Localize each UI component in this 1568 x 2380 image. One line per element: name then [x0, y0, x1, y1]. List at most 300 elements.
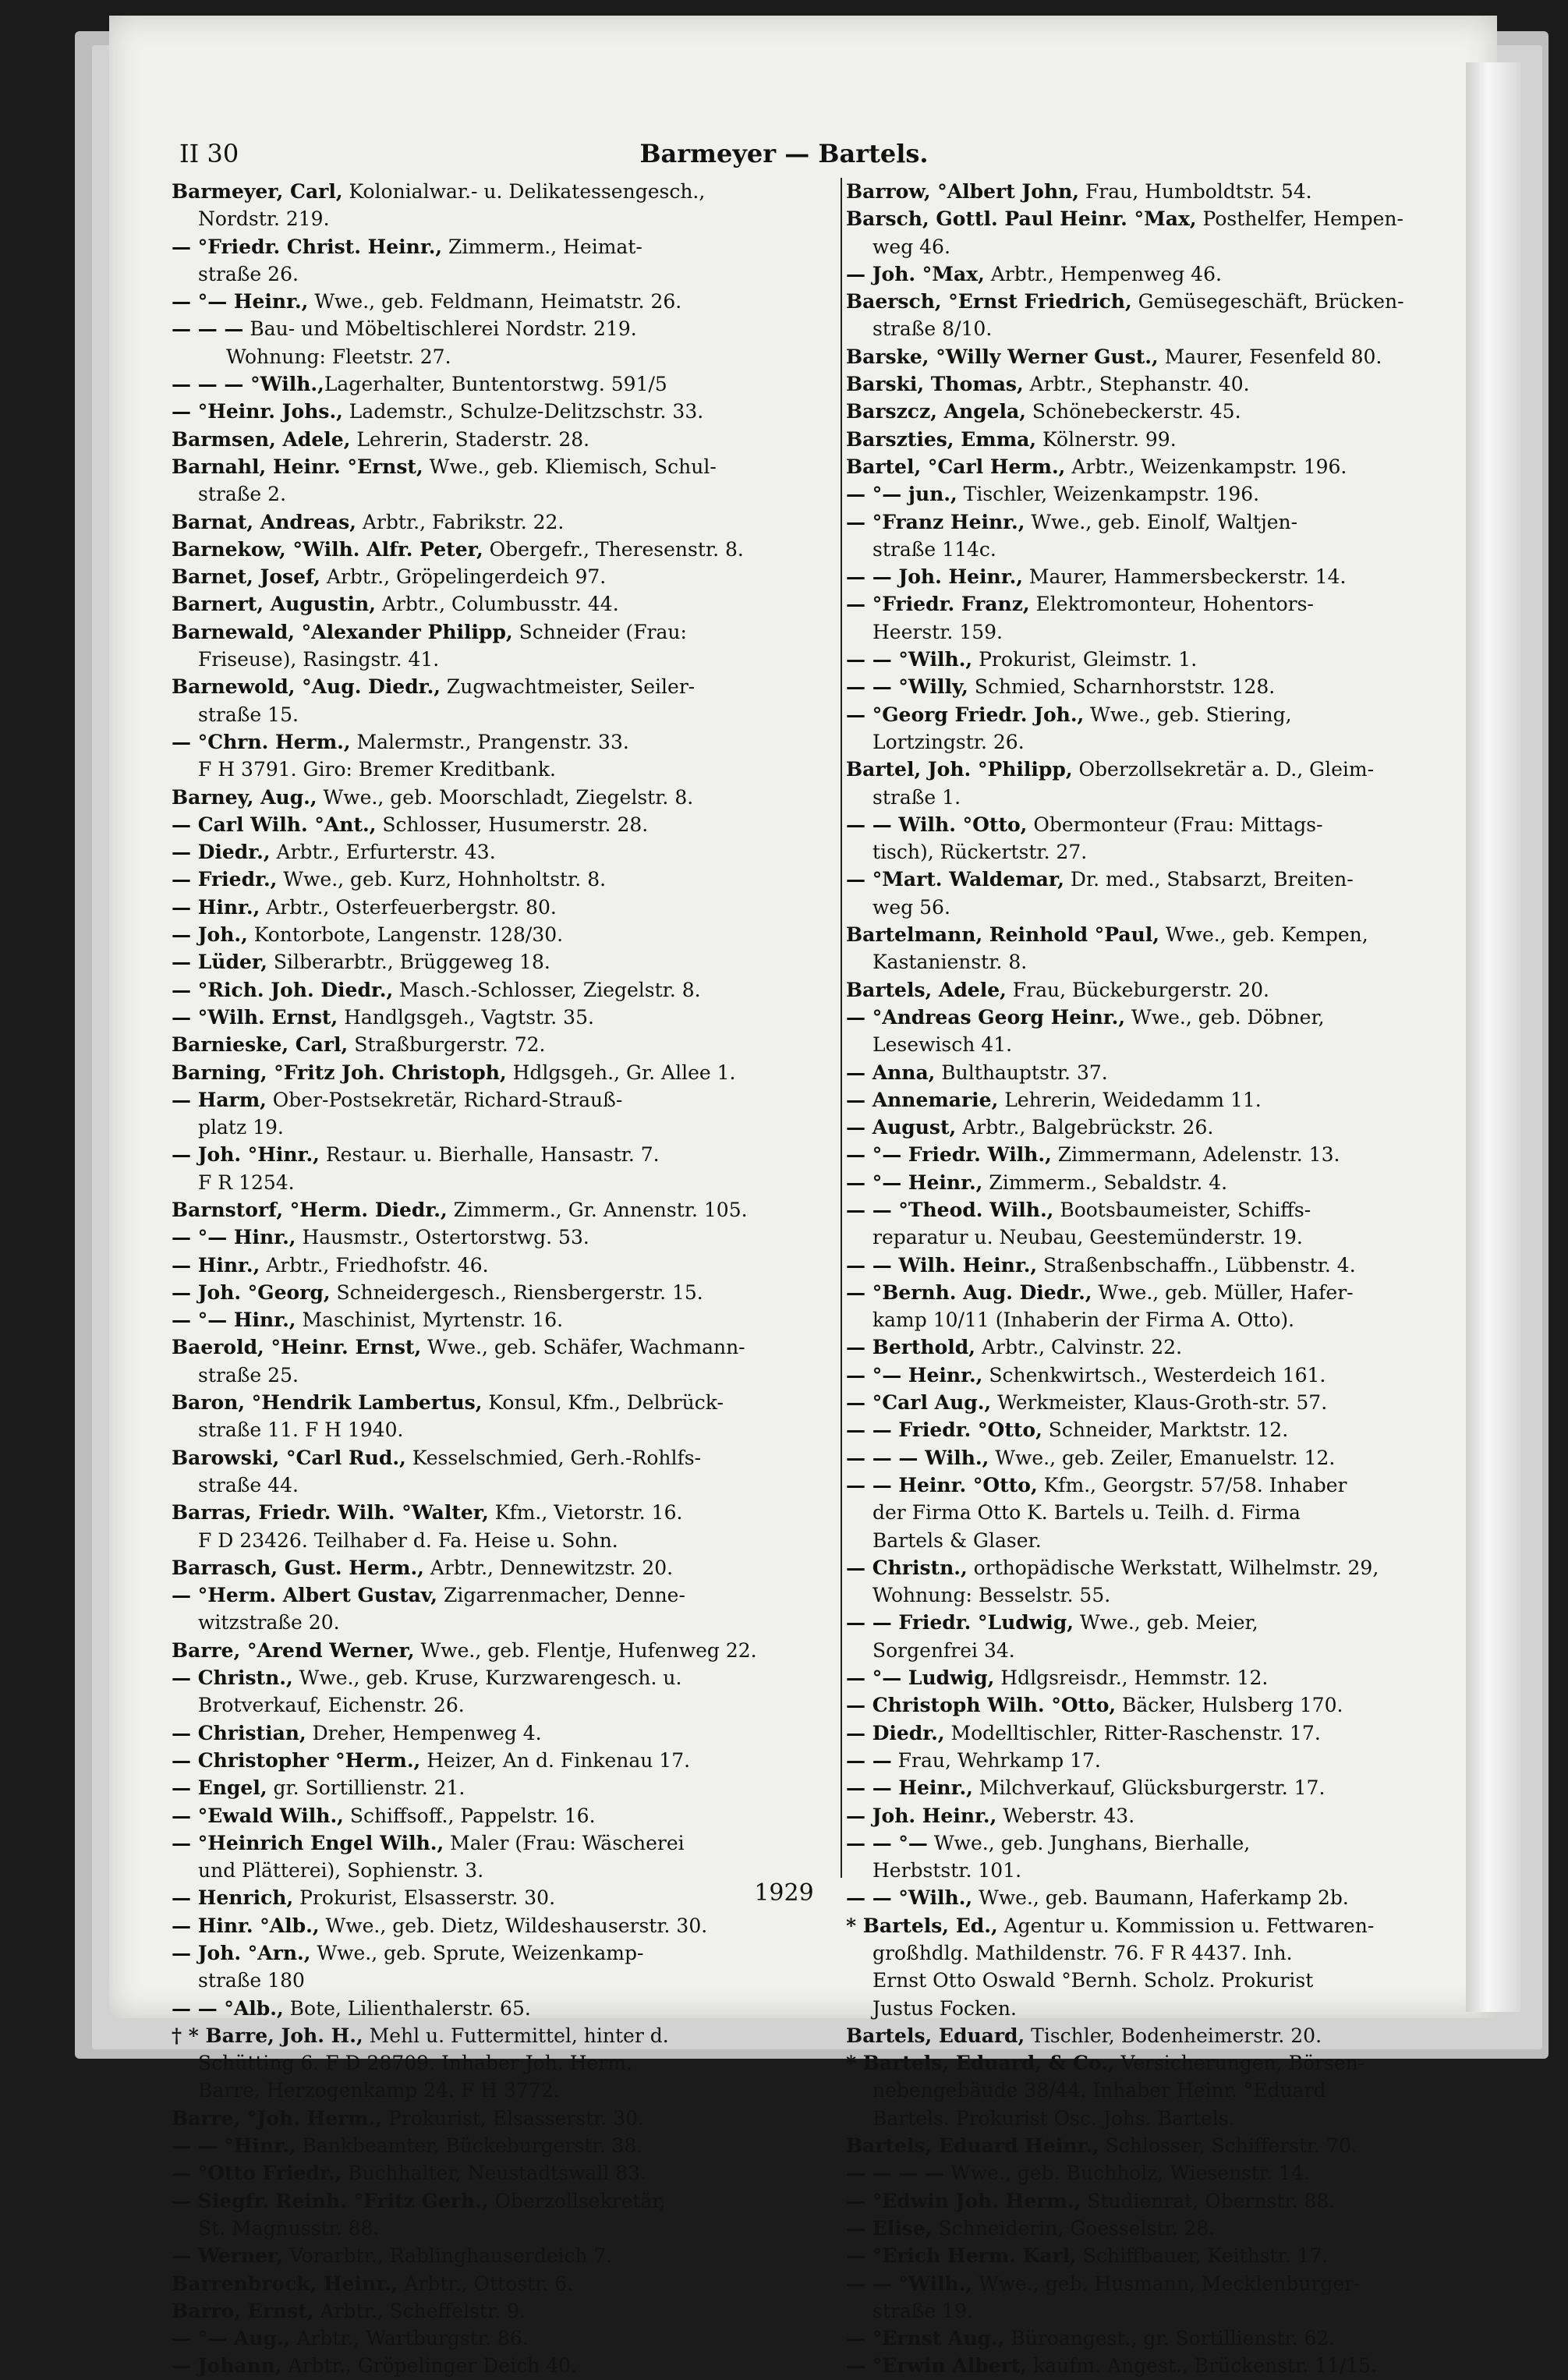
- entry-text: Schiffbauer, Keithstr. 17.: [1076, 2244, 1329, 2268]
- entry-name: — — °Hinr.,: [172, 2134, 296, 2158]
- entry-text: Wwe., geb. Buchholz, Wiesenstr. 14.: [944, 2162, 1310, 2185]
- entry-text: Kesselschmied, Gerh.-Rohlfs-: [405, 1446, 702, 1469]
- entry-text: Prokurist, Gleimstr. 1.: [972, 648, 1198, 671]
- entry-text: straße 11. F H 1940.: [198, 1418, 404, 1442]
- page-year: 1929: [754, 1879, 814, 1907]
- entry-text: Hdlgsreisdr., Hemmstr. 12.: [994, 1666, 1269, 1690]
- entry-text: Kfm., Vietorstr. 16.: [488, 1501, 683, 1525]
- entry-name: — Joh. °Max,: [846, 262, 985, 285]
- directory-entry-line: [846, 1252, 1407, 1279]
- entry-name: — Joh.,: [172, 923, 248, 947]
- right-column: [846, 178, 1407, 2380]
- directory-entry-line: [846, 563, 1407, 590]
- entry-name: — Engel,: [172, 1776, 267, 1800]
- entry-text: straße 25.: [198, 1363, 299, 1387]
- entry-name: † * Barre, Joh. H.,: [172, 2024, 363, 2047]
- entry-text: Zimmerm., Sebaldstr. 4.: [982, 1171, 1228, 1194]
- entry-text: straße 44.: [198, 1473, 299, 1496]
- directory-entry-line: [846, 1527, 1407, 1554]
- entry-text: Wwe., geb. Sprute, Weizenkamp-: [310, 1942, 644, 1964]
- directory-entry-line: [846, 1472, 1407, 1499]
- directory-entry-line: [846, 1609, 1407, 1636]
- entry-text: Arbtr., Gröpelinger Deich 40.: [281, 2354, 577, 2378]
- page-number: II 30: [179, 139, 239, 168]
- entry-name: — °— Aug.,: [172, 2327, 291, 2350]
- entry-name: — Berthold,: [846, 1336, 975, 1359]
- directory-entry-line: [846, 2215, 1407, 2242]
- directory-entry-line: [172, 1527, 839, 1554]
- entry-name: — °Rich. Joh. Diedr.,: [172, 978, 394, 1001]
- directory-entry-line: [846, 426, 1407, 453]
- entry-text: Tischler, Weizenkampstr. 196.: [957, 483, 1260, 506]
- entry-name: Barski, Thomas,: [846, 373, 1024, 396]
- entry-text: Hdlgsgeh., Gr. Allee 1.: [506, 1061, 736, 1084]
- directory-entry-line: [172, 1802, 839, 1829]
- directory-entry-line: [846, 1444, 1407, 1472]
- directory-entry-line: [172, 2297, 839, 2325]
- entry-name: — °Franz Heinr.,: [846, 510, 1025, 533]
- entry-name: — — °Wilh.,: [846, 648, 973, 671]
- entry-name: — Christoph Wilh. °Otto,: [846, 1694, 1117, 1717]
- entry-text: Kontorbote, Langenstr. 128/30.: [247, 923, 564, 947]
- entry-text: Dr. med., Stabsarzt, Breiten-: [1064, 868, 1354, 891]
- entry-name: Barrasch, Gust. Herm.,: [172, 1556, 424, 1579]
- directory-entry-line: [846, 1499, 1407, 1526]
- directory-entry-line: [172, 288, 839, 315]
- directory-entry-line: [846, 453, 1407, 480]
- directory-entry-line: [846, 205, 1407, 232]
- directory-entry-line: [846, 1196, 1407, 1224]
- entry-text: Weberstr. 43.: [996, 1804, 1135, 1827]
- entry-name: Barsch, Gottl. Paul Heinr. °Max,: [846, 207, 1197, 231]
- directory-entry-line: [846, 1416, 1407, 1443]
- entry-text: Arbtr., Stephanstr. 40.: [1023, 373, 1250, 396]
- entry-text: Bulthauptstr. 37.: [935, 1061, 1108, 1084]
- entry-name: — Joh. Heinr.,: [846, 1804, 997, 1827]
- entry-name: Barrow, °Albert John,: [846, 180, 1079, 203]
- directory-entry-line: [846, 2049, 1407, 2077]
- entry-text: Straßenbschaffn., Lübbenstr. 4.: [1037, 1253, 1356, 1277]
- entry-text: Prokurist, Elsasserstr. 30.: [293, 1886, 556, 1910]
- entry-text: Schmied, Scharnhorststr. 128.: [968, 675, 1276, 699]
- entry-text: Maschinist, Myrtenstr. 16.: [296, 1309, 564, 1332]
- directory-entry-line: [172, 1362, 839, 1389]
- entry-text: Schneiderin, Goesselstr. 28.: [932, 2216, 1216, 2240]
- directory-entry-line: [846, 1279, 1407, 1306]
- entry-text: straße 2.: [198, 483, 287, 506]
- directory-entry-line: [846, 2159, 1407, 2187]
- directory-entry-line: [172, 2159, 839, 2187]
- directory-entry-line: [172, 178, 839, 205]
- directory-entry-line: [846, 921, 1407, 948]
- directory-entry-line: [172, 1995, 839, 2022]
- entry-text: Oberzollsekretär a. D., Gleim-: [1072, 758, 1375, 781]
- entry-text: Handlgsgeh., Vagtstr. 35.: [338, 1005, 594, 1029]
- directory-entry-line: [846, 1059, 1407, 1086]
- entry-text: Wwe., geb. Meier,: [1074, 1611, 1258, 1634]
- entry-text: Werkmeister, Klaus-Groth-str. 57.: [991, 1391, 1328, 1415]
- entry-text: tisch), Rückertstr. 27.: [872, 841, 1088, 864]
- directory-entry-line: [172, 1664, 839, 1691]
- directory-entry-line: [172, 1912, 839, 1939]
- entry-text: Malermstr., Prangenstr. 33.: [350, 730, 629, 753]
- entry-text: F R 1254.: [198, 1171, 295, 1194]
- directory-entry-line: [172, 1609, 839, 1636]
- entry-text: Buchhalter, Neustadtswall 83.: [342, 2162, 647, 2185]
- entry-name: — —: [846, 1748, 892, 1772]
- entry-name: Barning, °Fritz Joh. Christoph,: [172, 1061, 507, 1084]
- entry-text: Wwe., geb. Kruse, Kurzwarengesch. u.: [292, 1666, 682, 1690]
- entry-text: Masch.-Schlosser, Ziegelstr. 8.: [393, 978, 701, 1001]
- entry-text: straße 8/10.: [872, 317, 993, 341]
- directory-entry-line: [172, 1031, 839, 1058]
- directory-entry-line: [172, 673, 839, 700]
- directory-entry-line: [846, 1031, 1407, 1058]
- directory-entry-line: [846, 1333, 1407, 1361]
- entry-text: weg 46.: [872, 235, 950, 258]
- entry-text: Zimmerm., Heimat-: [442, 235, 642, 258]
- entry-name: Bartels, Adele,: [846, 978, 1007, 1001]
- entry-name: — — Joh. Heinr.,: [846, 565, 1023, 589]
- entry-name: — °— Hinr.,: [172, 1226, 296, 1249]
- entry-text: Bau- und Möbeltischlerei Nordstr. 219.: [243, 317, 637, 341]
- directory-entry-line: [172, 1719, 839, 1747]
- entry-name: — August,: [846, 1116, 957, 1139]
- directory-entry-line: [846, 1939, 1407, 1967]
- entry-name: — °— Ludwig,: [846, 1666, 995, 1690]
- entry-name: Barnekow, °Wilh. Alfr. Peter,: [172, 537, 483, 561]
- directory-entry-line: [172, 1333, 839, 1361]
- entry-text: witzstraße 20.: [198, 1611, 340, 1634]
- entry-name: — Joh. °Arn.,: [172, 1942, 311, 1964]
- entry-name: — Siegfr. Reinh. °Fritz Gerh.,: [172, 2189, 489, 2212]
- directory-entry-line: [172, 2105, 839, 2132]
- entry-name: Bartelmann, Reinhold °Paul,: [846, 923, 1159, 947]
- entry-text: Wwe., geb. Baumann, Haferkamp 2b.: [972, 1886, 1349, 1910]
- entry-name: — Carl Wilh. °Ant.,: [172, 813, 377, 836]
- entry-text: Büroangest., gr. Sortillienstr. 62.: [1004, 2327, 1336, 2350]
- entry-text: Lagerhalter, Buntentorstwg. 591/5: [324, 373, 667, 396]
- entry-text: Arbtr., Osterfeuerbergstr. 80.: [260, 895, 557, 919]
- entry-text: Heerstr. 159.: [872, 620, 1003, 643]
- directory-entry-line: [172, 811, 839, 838]
- directory-entry-line: [846, 866, 1407, 893]
- directory-entry-line: [846, 2242, 1407, 2269]
- entry-text: Schenkwirtsch., Westerdeich 161.: [982, 1363, 1326, 1387]
- directory-entry-line: [846, 2022, 1407, 2049]
- entry-text: Frau, Wehrkamp 17.: [891, 1748, 1101, 1772]
- running-head: Barmeyer — Bartels.: [639, 139, 929, 168]
- entry-text: Kolonialwar.- u. Delikatessengesch.,: [342, 180, 706, 203]
- directory-entry-line: [846, 1086, 1407, 1114]
- directory-entry-line: [846, 1004, 1407, 1031]
- directory-entry-line: [846, 343, 1407, 370]
- entry-name: Barney, Aug.,: [172, 785, 317, 809]
- entry-text: F H 3791. Giro: Bremer Kreditbank.: [198, 758, 556, 781]
- entry-text: Studienrat, Obernstr. 88.: [1081, 2189, 1336, 2212]
- directory-entry-line: [846, 811, 1407, 838]
- entry-name: — °Mart. Waldemar,: [846, 868, 1064, 891]
- entry-name: Barnieske, Carl,: [172, 1033, 349, 1057]
- directory-entry-line: [172, 1279, 839, 1306]
- directory-entry-line: [846, 1389, 1407, 1416]
- entry-name: — — Heinr.,: [846, 1776, 973, 1800]
- directory-entry-line: [172, 2022, 839, 2049]
- directory-entry-line: [172, 1004, 839, 1031]
- directory-entry-line: [172, 1554, 839, 1581]
- entry-text: Bote, Lilienthalerstr. 65.: [283, 1996, 531, 2020]
- entry-name: — — °Wilh.,: [846, 2272, 973, 2295]
- entry-text: Arbtr., Balgebrückstr. 26.: [956, 1116, 1214, 1139]
- directory-entry-line: [172, 866, 839, 893]
- directory-entry-line: [846, 315, 1407, 342]
- directory-entry-line: [172, 1472, 839, 1499]
- entry-text: Wwe., geb. Feldmann, Heimatstr. 26.: [308, 290, 682, 313]
- entry-name: — — Friedr. °Ludwig,: [846, 1611, 1074, 1634]
- entry-text: Schütting 6. F D 28709. Inhaber Joh. Herm.: [198, 2052, 632, 2075]
- entry-text: straße 15.: [198, 703, 299, 726]
- entry-text: Kölnerstr. 99.: [1036, 427, 1177, 451]
- entry-text: Arbtr., Erfurterstr. 43.: [270, 841, 496, 864]
- directory-entry-line: [172, 948, 839, 976]
- directory-entry-line: [172, 590, 839, 618]
- directory-entry-line: [172, 921, 839, 948]
- directory-entry-line: [172, 563, 839, 590]
- entry-name: — Hinr.,: [172, 895, 260, 919]
- entry-name: — — — —: [846, 2162, 945, 2185]
- entry-text: Kastanienstr. 8.: [872, 951, 1028, 974]
- entry-name: — °— Heinr.,: [846, 1171, 983, 1194]
- directory-entry-line: [846, 673, 1407, 700]
- directory-entry-line: [172, 1939, 839, 1967]
- directory-entry-line: [846, 701, 1407, 728]
- entry-text: Silberarbtr., Brüggeweg 18.: [267, 951, 550, 974]
- entry-text: Gemüsegeschäft, Brücken-: [1131, 290, 1404, 313]
- entry-name: — °Chrn. Herm.,: [172, 730, 351, 753]
- entry-name: — — °Theod. Wilh.,: [846, 1198, 1054, 1221]
- directory-entry-line: [846, 1114, 1407, 1141]
- entry-text: Wohnung: Fleetstr. 27.: [226, 345, 451, 368]
- entry-name: — °Friedr. Christ. Heinr.,: [172, 235, 443, 258]
- directory-entry-line: [172, 2325, 839, 2352]
- directory-entry-line: [172, 1196, 839, 1224]
- directory-entry-line: [172, 1114, 839, 1141]
- entry-text: St. Magnusstr. 88.: [198, 2216, 380, 2240]
- directory-entry-line: [846, 1719, 1407, 1747]
- directory-entry-line: [846, 894, 1407, 921]
- entry-text: Tischler, Bodenheimerstr. 20.: [1025, 2024, 1322, 2047]
- directory-entry-line: [172, 976, 839, 1004]
- directory-entry-line: [172, 536, 839, 563]
- entry-text: Schlosser, Husumerstr. 28.: [376, 813, 649, 836]
- entry-text: Arbtr., Wartburgstr. 86.: [290, 2327, 529, 2350]
- entry-text: Wwe., geb. Zeiler, Emanuelstr. 12.: [989, 1446, 1336, 1469]
- directory-entry-line: [846, 728, 1407, 756]
- entry-text: Arbtr., Ottostr. 6.: [398, 2272, 574, 2295]
- entry-name: — °Georg Friedr. Joh.,: [846, 703, 1085, 726]
- directory-entry-line: [846, 756, 1407, 783]
- entry-name: Barras, Friedr. Wilh. °Walter,: [172, 1501, 489, 1525]
- directory-entry-line: [172, 315, 839, 342]
- entry-text: Lademstr., Schulze-Delitzschstr. 33.: [342, 400, 704, 423]
- directory-entry-line: [172, 894, 839, 921]
- directory-entry-line: [846, 480, 1407, 508]
- entry-name: — °— Hinr.,: [172, 1309, 296, 1332]
- directory-entry-line: [172, 1389, 839, 1416]
- directory-entry-line: [172, 2077, 839, 2104]
- entry-text: Ernst Otto Oswald °Bernh. Scholz. Prokurist: [872, 1969, 1314, 1992]
- directory-entry-line: [172, 205, 839, 232]
- entry-name: Barszcz, Angela,: [846, 400, 1026, 423]
- directory-entry-line: [172, 1774, 839, 1801]
- entry-text: großhdlg. Mathildenstr. 76. F R 4437. Inh.: [872, 1942, 1293, 1964]
- directory-entry-line: [846, 948, 1407, 976]
- entry-text: Schneider, Marktstr. 12.: [1042, 1418, 1289, 1442]
- entry-text: Arbtr., Hempenweg 46.: [984, 262, 1222, 285]
- entry-name: Baersch, °Ernst Friedrich,: [846, 290, 1132, 313]
- directory-entry-line: [172, 1967, 839, 1994]
- entry-name: Baerold, °Heinr. Ernst,: [172, 1336, 422, 1359]
- directory-entry-line: [172, 2270, 839, 2297]
- directory-entry-line: [172, 2187, 839, 2215]
- entry-name: Baron, °Hendrik Lambertus,: [172, 1391, 483, 1415]
- directory-entry-line: [172, 1086, 839, 1114]
- entry-name: Barnat, Andreas,: [172, 510, 356, 533]
- entry-text: Dreher, Hempenweg 4.: [306, 1721, 542, 1744]
- directory-entry-line: [846, 1747, 1407, 1774]
- directory-entry-line: [172, 233, 839, 260]
- entry-text: Schlosser, Schifferstr. 70.: [1099, 2134, 1357, 2158]
- entry-name: Barro, Ernst,: [172, 2299, 314, 2322]
- entry-name: Bartel, °Carl Herm.,: [846, 455, 1066, 478]
- entry-text: Bankbeamter, Bückeburgerstr. 38.: [296, 2134, 643, 2158]
- directory-entry-line: [172, 508, 839, 536]
- entry-name: — °Carl Aug.,: [846, 1391, 992, 1415]
- entry-text: Maurer, Fesenfeld 80.: [1158, 345, 1382, 368]
- directory-entry-line: [172, 2049, 839, 2077]
- entry-text: Wwe., geb. Moorschladt, Ziegelstr. 8.: [317, 785, 694, 809]
- entry-text: weg 56.: [872, 895, 950, 919]
- entry-text: Lesewisch 41.: [872, 1033, 1013, 1057]
- directory-entry-line: [172, 1444, 839, 1472]
- entry-name: — °Ernst Aug.,: [846, 2327, 1005, 2350]
- directory-entry-line: [172, 1416, 839, 1443]
- entry-text: Milchverkauf, Glücksburgerstr. 17.: [972, 1776, 1326, 1800]
- entry-text: Wwe., geb. Junghans, Bierhalle,: [927, 1831, 1251, 1854]
- entry-text: Obergefr., Theresenstr. 8.: [483, 537, 744, 561]
- entry-name: — Joh. °Georg,: [172, 1280, 331, 1304]
- entry-text: und Plätterei), Sophienstr. 3.: [198, 1859, 484, 1882]
- entry-name: Barowski, °Carl Rud.,: [172, 1446, 406, 1469]
- directory-entry-line: [172, 370, 839, 398]
- directory-entry-line: [172, 756, 839, 783]
- entry-name: — Anna,: [846, 1061, 936, 1084]
- directory-entry-line: [172, 1306, 839, 1333]
- entry-text: Schneider (Frau:: [512, 620, 687, 643]
- entry-name: Barnert, Augustin,: [172, 593, 376, 616]
- column-divider: [841, 178, 842, 1878]
- entry-name: * Bartels, Eduard, & Co.,: [846, 2052, 1115, 2075]
- entry-text: nebengebäude 38/44. Inhaber Heinr. °Eduard: [872, 2079, 1326, 2102]
- entry-text: Obermonteur (Frau: Mittags-: [1027, 813, 1323, 836]
- entry-text: Wwe., geb. Einolf, Waltjen-: [1025, 510, 1298, 533]
- directory-entry-line: [172, 426, 839, 453]
- entry-text: Wwe., geb. Müller, Hafer-: [1092, 1280, 1354, 1304]
- entry-text: Elektromonteur, Hohentors-: [1029, 593, 1314, 616]
- entry-text: Lehrerin, Staderstr. 28.: [350, 427, 590, 451]
- directory-entry-line: [172, 838, 839, 866]
- directory-entry-line: [846, 1554, 1407, 1581]
- directory-entry-line: [846, 2132, 1407, 2159]
- entry-name: Barnahl, Heinr. °Ernst,: [172, 455, 423, 478]
- directory-entry-line: [846, 398, 1407, 425]
- entry-name: — Friedr.,: [172, 868, 278, 891]
- entry-text: Restaur. u. Bierhalle, Hansastr. 7.: [319, 1143, 660, 1167]
- entry-text: Wwe., geb. Schäfer, Wachmann-: [421, 1336, 745, 1359]
- entry-text: Arbtr., Fabrikstr. 22.: [356, 510, 565, 533]
- entry-text: Maurer, Hammersbeckerstr. 14.: [1022, 565, 1347, 589]
- entry-text: Agentur u. Kommission u. Fettwaren-: [997, 1914, 1375, 1937]
- entry-text: Bootsbaumeister, Schiffs-: [1053, 1198, 1311, 1221]
- directory-entry-line: [846, 590, 1407, 618]
- directory-entry-line: [846, 1224, 1407, 1251]
- directory-entry-line: [846, 1664, 1407, 1691]
- entry-text: Friseuse), Rasingstr. 41.: [198, 648, 440, 671]
- entry-name: — Lüder,: [172, 951, 267, 974]
- entry-text: Wwe., geb. Döbner,: [1125, 1005, 1325, 1029]
- directory-entry-line: [172, 1059, 839, 1086]
- entry-name: — °Erwin Albert,: [846, 2354, 1028, 2378]
- entry-name: — Henrich,: [172, 1886, 294, 1910]
- directory-entry-line: [846, 646, 1407, 673]
- directory-entry-line: [846, 288, 1407, 315]
- entry-text: Arbtr., Columbusstr. 44.: [375, 593, 619, 616]
- entry-name: — °Wilh. Ernst,: [172, 1005, 338, 1029]
- entry-text: Schönebeckerstr. 45.: [1025, 400, 1241, 423]
- directory-entry-line: [846, 260, 1407, 288]
- entry-name: Barre, °Arend Werner,: [172, 1638, 415, 1662]
- entry-text: kamp 10/11 (Inhaberin der Firma A. Otto).: [872, 1309, 1295, 1332]
- directory-entry-line: [846, 838, 1407, 866]
- directory-entry-line: [846, 784, 1407, 811]
- entry-name: Barmeyer, Carl,: [172, 180, 343, 203]
- entry-text: Oberzollsekretär,: [488, 2189, 666, 2212]
- entry-name: — °Heinr. Johs.,: [172, 400, 343, 423]
- entry-text: Wwe., geb. Stiering,: [1084, 703, 1292, 726]
- entry-name: — — °Willy,: [846, 675, 968, 699]
- directory-entry-line: [846, 2352, 1407, 2379]
- entry-name: — °Erich Herm. Karl,: [846, 2244, 1077, 2268]
- entry-text: straße 26.: [198, 262, 299, 285]
- entry-name: — °— Friedr. Wilh.,: [846, 1143, 1052, 1167]
- entry-text: straße 180: [198, 1969, 305, 1992]
- directory-entry-line: [172, 784, 839, 811]
- entry-text: Ober-Postsekretär, Richard-Strauß-: [266, 1088, 623, 1111]
- entry-text: Arbtr., Scheffelstr. 9.: [313, 2299, 526, 2322]
- entry-name: Bartels, Eduard,: [846, 2024, 1025, 2047]
- entry-name: — °— Heinr.,: [172, 290, 309, 313]
- entry-text: reparatur u. Neubau, Geestemünderstr. 19.: [872, 1226, 1303, 1249]
- entry-name: — — °—: [846, 1831, 928, 1854]
- entry-name: — °— jun.,: [846, 483, 957, 506]
- directory-entry-line: [846, 178, 1407, 205]
- entry-name: Barmsen, Adele,: [172, 427, 351, 451]
- entry-text: Nordstr. 219.: [198, 207, 330, 231]
- entry-name: — °Andreas Georg Heinr.,: [846, 1005, 1126, 1029]
- left-column: [172, 178, 839, 2380]
- entry-text: Lehrerin, Weidedamm 11.: [998, 1088, 1262, 1111]
- entry-name: — — °Alb.,: [172, 1996, 284, 2020]
